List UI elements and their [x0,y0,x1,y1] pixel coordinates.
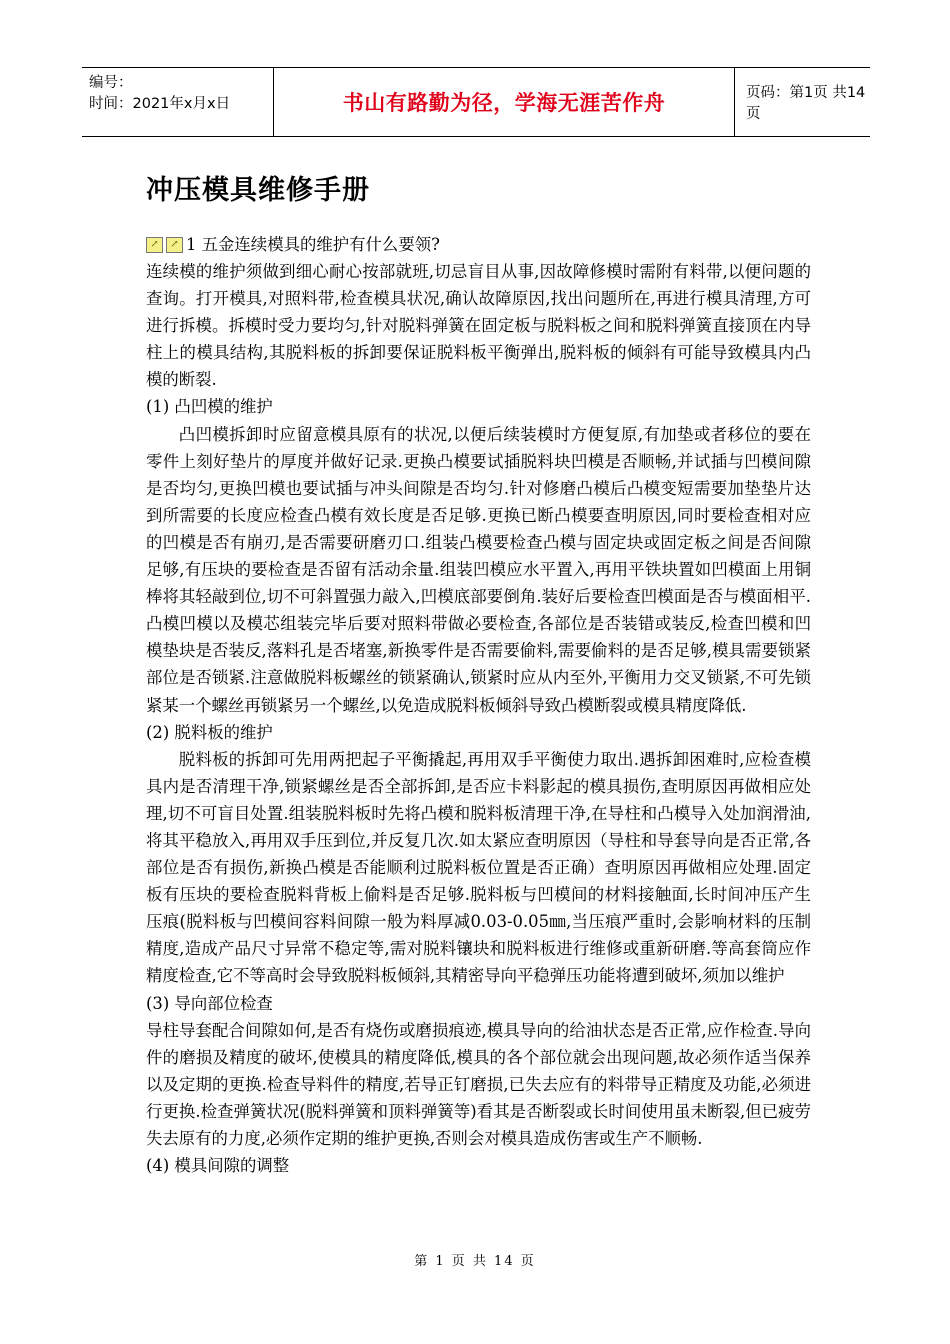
page-header [82,67,870,137]
header-meta [82,68,274,136]
section-heading: (4) 模具间隙的调整 [146,1156,290,1176]
section-paragraph: 凸凹模拆卸时应留意模具原有的状况,以便后续装模时方便复原,有加垫或者移位的要在零件上刻好垫片的厚度并做好记录.更换凸模要试插脱料块凹模是否顺畅,并试插与凹模间隙是否均匀,更换凹模也要试插与冲头间隙是否均匀.针对修磨凸模后凸模变短需要加垫垫片达到所需要的长度应检查凸模有效长度是否足够.更换已断凸模要查明原因,同时要检查相对应的凹模是否有崩刃,是否需要研磨刃口.组装凸模要检查凸模与固定块或固定板之间是否间隙足够,有压块的要检查是否留有活动余量.组装凹模应水平置入,再用平铁块置如凹模面上用铜棒将其轻敲到位,切不可斜置强力敲入,凹模底部要倒角.装好后要检查凹模面是否与模面相平.凸模凹模以及模芯组装完毕后要对照料带做必要检查,各部位是否装错或装反,检查凹模和凹模垫块是否装反,落料孔是否堵塞,新换零件是否需要偷料,需要偷料的是否足够,模具需要锁紧部位是否锁紧.注意做脱料板螺丝的锁紧确认,锁紧时应从内至外,平衡用力交叉锁紧,不可先锁紧某一个螺丝再锁紧另一个螺丝,以免造成脱料板倾斜导致凸模断裂或模具精度降低. [146,424,811,715]
section-heading: (1) 凸凹模的维护 [146,397,273,417]
header-motto: 书山有路勤为径，学海无涯苦作舟 [274,68,735,136]
question-text: 1 五金连续模具的维护有什么要领? [186,234,440,254]
time-label: 时间：2021年x月x日 [89,96,231,112]
section-heading: (3) 导向部位检查 [146,993,273,1013]
link-icon[interactable]: ↗ [146,237,163,253]
question-line [146,231,811,258]
document-body [146,231,811,1179]
link-icon[interactable]: ↗ [166,237,183,253]
intro-paragraph: 连续模的维护须做到细心耐心按部就班,切忌盲目从事,因故障修模时需附有料带,以便问题的查询。打开模具,对照料带,检查模具状况,确认故障原因,找出问题所在,再进行模具清理,方可进行拆模。拆模时受力要均匀,针对脱料弹簧在固定板与脱料板之间和脱料弹簧直接顶在内导柱上的模具结构,其脱料板的拆卸要保证脱料板平衡弹出,脱料板的倾斜有可能导致模具内凸模的断裂. [146,262,811,390]
page-footer: 第 1 页 共 14 页 [414,1254,536,1269]
section-paragraph: 导柱导套配合间隙如何,是否有烧伤或磨损痕迹,模具导向的给油状态是否正常,应作检查.导向件的磨损及精度的破坏,使模具的精度降低,模具的各个部位就会出现问题,故必须作适当保养以及定期的更换.检查导料件的精度,若导正钉磨损,已失去应有的料带导正精度及功能,必须进行更换.检查弹簧状况(脱料弹簧和顶料弹簧等)看其是否断裂或长时间使用虽未断裂,但已疲劳失去原有的力度,必须作定期的维护更换,否则会对模具造成伤害或生产不顺畅. [146,1020,811,1148]
section-heading: (2) 脱料板的维护 [146,722,273,742]
header-page-info: 页码：第1页 共14页 [746,85,866,122]
section-paragraph: 脱料板的拆卸可先用两把起子平衡撬起,再用双手平衡使力取出.遇拆卸困难时,应检查模具内是否清理干净,锁紧螺丝是否全部拆卸,是否应卡料影起的模具损伤,查明原因再做相应处理,切不可盲目处置.组装脱料板时先将凸模和脱料板清理干净,在导柱和凸模导入处加润滑油,将其平稳放入,再用双手压到位,并反复几次.如太紧应查明原因（导柱和导套导向是否正常,各部位是否有损伤,新换凸模是否能顺利过脱料板位置是否正确）查明原因再做相应处理.固定板有压块的要检查脱料背板上偷料是否足够.脱料板与凹模间的材料接触面,长时间冲压产生压痕(脱料板与凹模间容料间隙一般为料厚减0.03-0.05㎜,当压痕严重时,会影响材料的压制精度,造成产品尺寸异常不稳定等,需对脱料镶块和脱料板进行维修或重新研磨.等高套筒应作精度检查,它不等高时会导致脱料板倾斜,其精密导向平稳弹压功能将遭到破坏,须加以维护 [146,749,811,986]
document-title: 冲压模具维修手册 [146,175,370,206]
number-label: 编号： [89,75,133,91]
